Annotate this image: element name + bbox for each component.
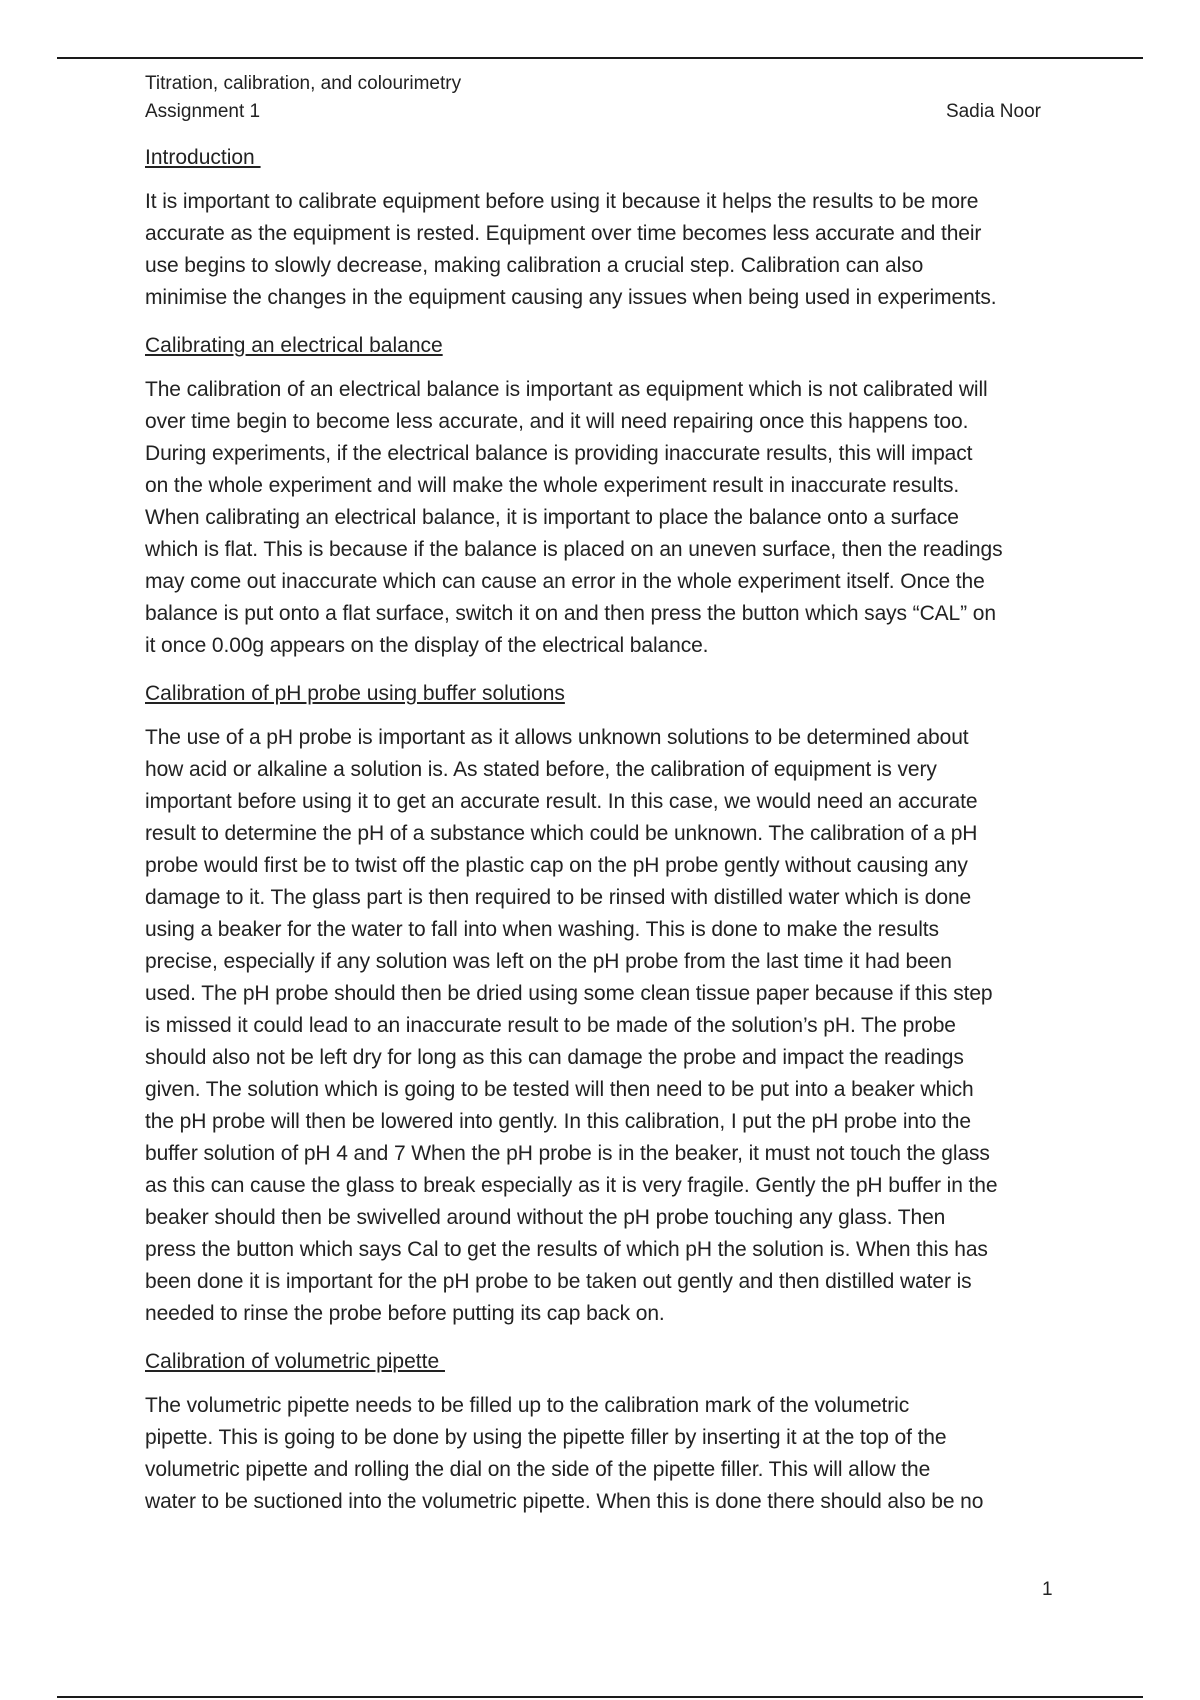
section-heading-electrical-balance: Calibrating an electrical balance <box>145 334 443 357</box>
document-title: Titration, calibration, and colourimetry <box>145 73 462 94</box>
section-body-introduction: It is important to calibrate equipment before using it because it helps the results to be more accurate as the equipment is rested. Equipment over time becomes less accurate and their use begins to slowly decrease, making calibration a crucial step. Calibration can also minimise the changes in the equipment causing any issues when being used in experiments. <box>145 190 997 309</box>
assignment-label: Assignment 1 <box>145 101 261 122</box>
top-rule <box>57 57 1143 59</box>
page-number: 1 <box>1042 1579 1053 1600</box>
header-title-line <box>145 70 1065 98</box>
author-name: Sadia Noor <box>945 101 1041 122</box>
section-heading-volumetric-pipette: Calibration of volumetric pipette <box>145 1350 445 1373</box>
section-body-electrical-balance: The calibration of an electrical balance is important as equipment which is not calibrated will over time begin to become less accurate, and it will need repairing once this happens too. During experiments, if the electrical balance is providing inaccurate results, this will impact on the whole experiment and will make the whole experiment result in inaccurate results. When calibrating an electrical balance, it is important to place the balance onto a surface which is flat. This is because if the balance is placed on an uneven surface, then the readings may come out inaccurate which can cause an error in the whole experiment itself. Once the balance is put onto a flat surface, switch it on and then press the button which says “CAL” on it once 0.00g appears on the display of the electrical balance. <box>145 378 1003 657</box>
document-body <box>145 70 1065 1518</box>
section-heading-introduction: Introduction <box>145 146 261 169</box>
section-body-volumetric-pipette: The volumetric pipette needs to be filled up to the calibration mark of the volumetric pipette. This is going to be done by using the pipette filler by inserting it at the top of the volumetric pipette and rolling the dial on the side of the pipette filler. This will allow the water to be suctioned into the volumetric pipette. When this is done there should also be no <box>145 1394 984 1513</box>
bottom-rule <box>57 1696 1143 1698</box>
section-heading-ph-probe: Calibration of pH probe using buffer solutions <box>145 682 565 705</box>
header-assignment-line <box>145 98 1065 126</box>
section-body-ph-probe: The use of a pH probe is important as it allows unknown solutions to be determined about how acid or alkaline a solution is. As stated before, the calibration of equipment is very important before using it to get an accurate result. In this case, we would need an accurate result to determine the pH of a substance which could be unknown. The calibration of a pH probe would first be to twist off the plastic cap on the pH probe gently without causing any damage to it. The glass part is then required to be rinsed with distilled water which is done using a beaker for the water to fall into when washing. This is done to make the results precise, especially if any solution was left on the pH probe from the last time it had been used. The pH probe should then be dried using some clean tissue paper because if this step is missed it could lead to an inaccurate result to be made of the solution’s pH. The probe should also not be left dry for long as this can damage the probe and impact the readings given. The solution which is going to be tested will then need to be put into a beaker which the pH probe will then be lowered into gently. In this calibration, I put the pH probe into the buffer solution of pH 4 and 7 When the pH probe is in the beaker, it must not touch the glass as this can cause the glass to break especially as it is very fragile. Gently the pH buffer in the beaker should then be swivelled around without the pH probe touching any glass. Then press the button which says Cal to get the results of which pH the solution is. When this has been done it is important for the pH probe to be taken out gently and then distilled water is needed to rinse the probe before putting its cap back on. <box>145 726 998 1325</box>
